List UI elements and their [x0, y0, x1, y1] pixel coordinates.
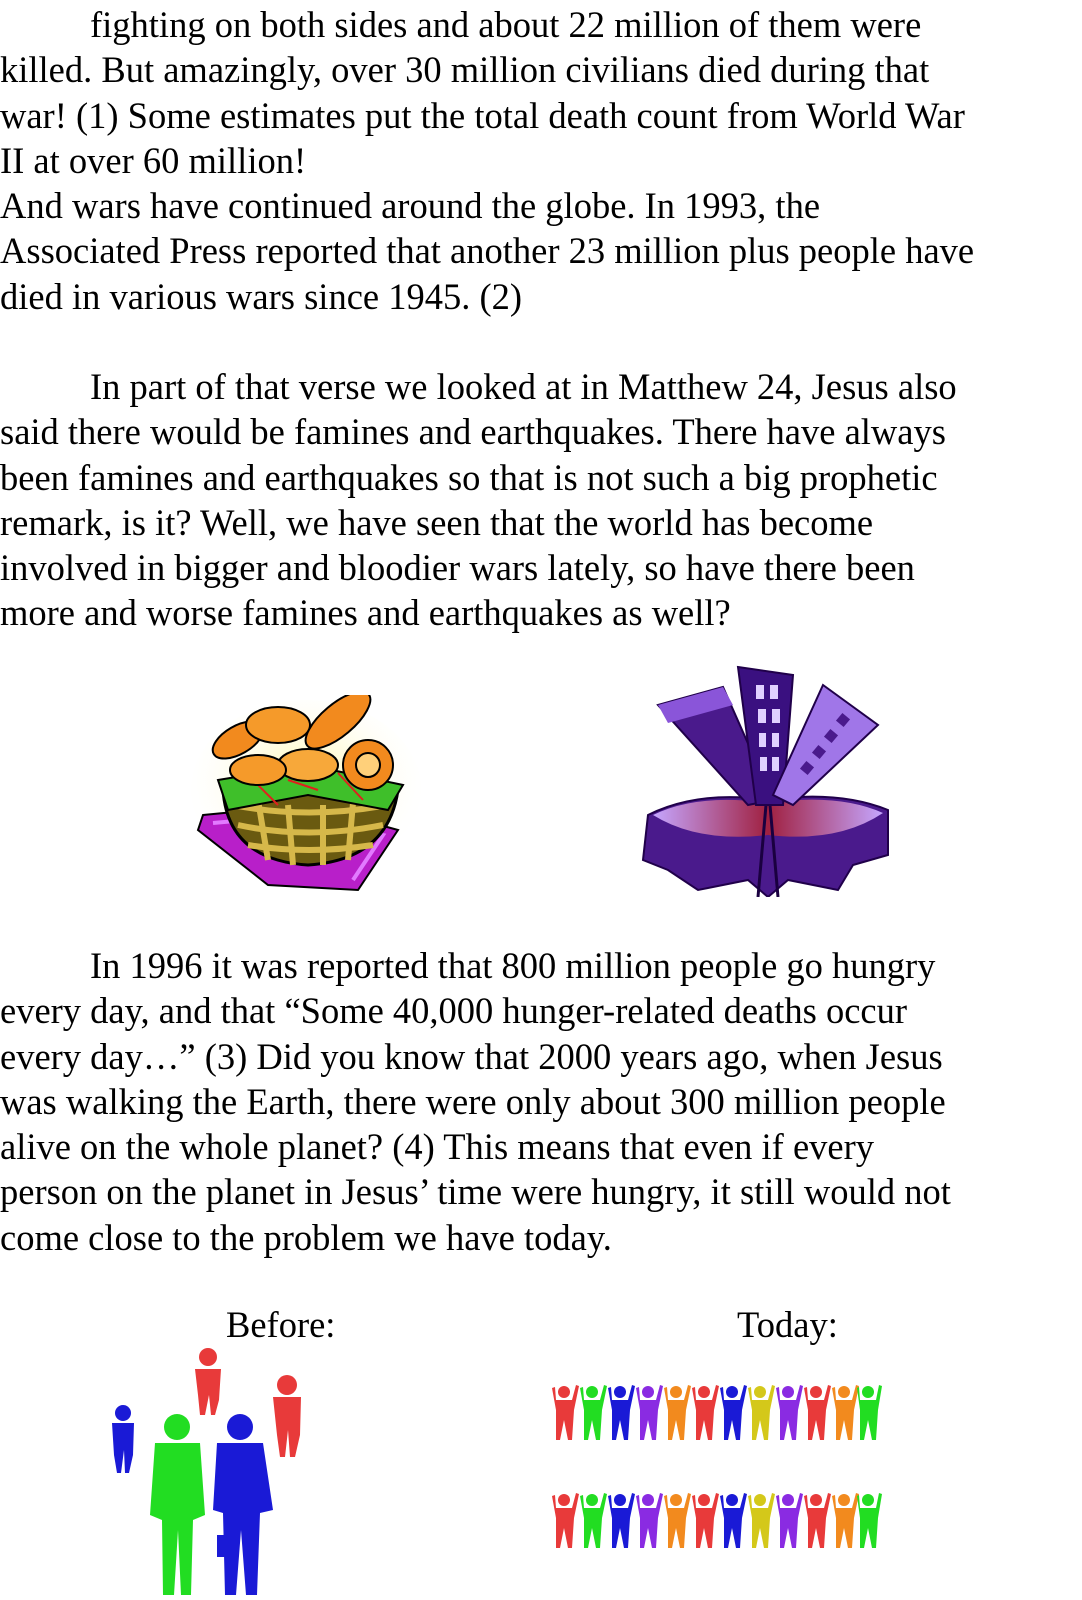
text-line: said there would be famines and earthquakes. There have always [0, 411, 946, 453]
text-line: Associated Press reported that another 23 million plus people have [0, 230, 975, 272]
text-line: was walking the Earth, there were only about 300 million people [0, 1080, 946, 1122]
few-people-icon [105, 1345, 305, 1600]
text-line: come close to the problem we have today. [0, 1216, 612, 1258]
earthquake-buildings-icon [638, 665, 896, 897]
text-line: And wars have continued around the globe. In 1993, the [0, 185, 821, 227]
text-line: In 1996 it was reported that 800 million people go hungry [90, 945, 936, 986]
text-line: involved in bigger and bloodier wars lately, so have there been [0, 547, 915, 589]
text-line: In part of that verse we looked at in Matthew 24, Jesus also [90, 366, 957, 407]
text-line: died in various wars since 1945. (2) [0, 275, 523, 317]
text-line: been famines and earthquakes so that is not such a big prophetic [0, 456, 938, 498]
text-line: remark, is it? Well, we have seen that the world has become [0, 501, 874, 543]
crowd-icon [552, 1380, 882, 1600]
text-line: person on the planet in Jesus’ time were hungry, it still would not [0, 1171, 951, 1213]
today-caption: Today: [737, 1304, 838, 1345]
text-line: alive on the whole planet? (4) This means that even if every [0, 1126, 875, 1168]
hunger-paragraph [0, 943, 1075, 1260]
text-line: more and worse famines and earthquakes as well? [0, 592, 731, 634]
intro-paragraph [0, 2, 1075, 319]
before-caption: Before: [226, 1304, 336, 1345]
bread-basket-icon [188, 695, 423, 895]
text-line: war! (1) Some estimates put the total death count from World War [0, 94, 965, 136]
text-line: II at over 60 million! [0, 139, 307, 181]
text-line: every day, and that “Some 40,000 hunger-related deaths occur [0, 990, 908, 1032]
text-line: every day…” (3) Did you know that 2000 years ago, when Jesus [0, 1035, 943, 1077]
text-line: killed. But amazingly, over 30 million civilians died during that [0, 49, 930, 91]
famine-earthquake-paragraph [0, 364, 1075, 636]
text-line: fighting on both sides and about 22 million of them were [90, 4, 922, 45]
